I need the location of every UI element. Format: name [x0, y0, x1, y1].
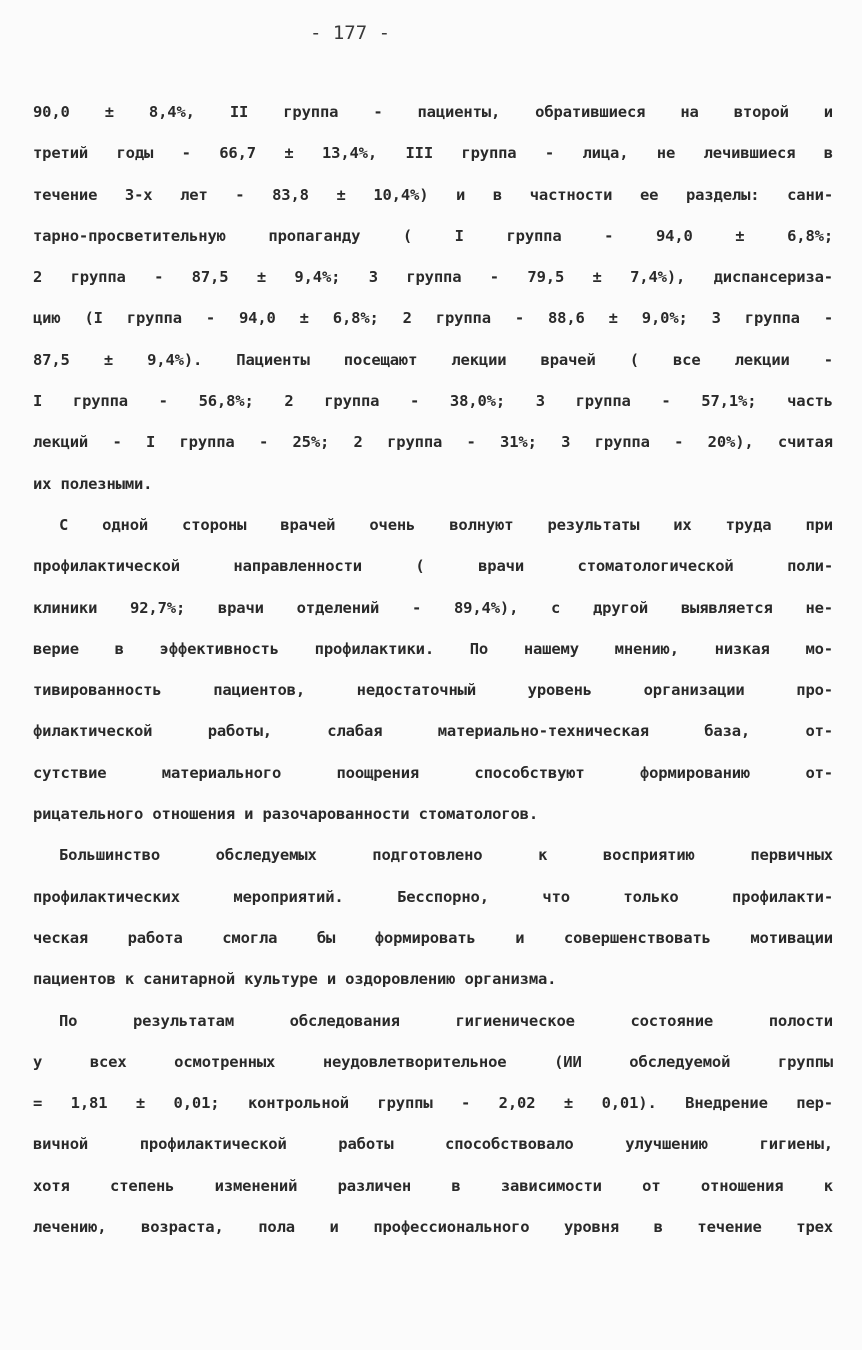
text-line-20: профилактических мероприятий. Бесспорно, что только профилакти- — [33, 887, 833, 906]
text-line-17: сутствие материального поощрения способствуют формированию от- — [33, 763, 833, 782]
text-line-26: вичной профилактической работы способствовало улучшению гигиены, — [33, 1135, 833, 1154]
text-line-6: цию (I группа - 94,0 ± 6,8%; 2 группа - 88,6 ± 9,0%; 3 группа - — [33, 309, 833, 328]
text-line-28: лечению, возраста, пола и профессионального уровня в течение трех — [33, 1218, 833, 1237]
text-line-15: тивированность пациентов, недостаточный уровень организации про- — [33, 681, 833, 700]
text-line-16: филактической работы, слабая материально-техническая база, от- — [33, 722, 833, 741]
text-line-24: у всех осмотренных неудовлетворительное (ИИ обследуемой группы — [33, 1052, 833, 1071]
text-line-18: рицательного отношения и разочарованности стоматологов. — [33, 805, 538, 824]
text-line-19: Большинство обследуемых подготовлено к восприятию первичных — [59, 846, 833, 865]
page-number: - 177 - — [309, 22, 391, 44]
text-line-1: 90,0 ± 8,4%, II группа - пациенты, обратившиеся на второй и — [33, 103, 833, 121]
text-line-23: По результатам обследования гигиеническое состояние полости — [59, 1011, 833, 1030]
text-line-3: течение 3-х лет - 83,8 ± 10,4%) и в частности ее разделы: сани- — [33, 185, 833, 204]
text-line-2: третий годы - 66,7 ± 13,4%, III группа - лица, не лечившиеся в — [33, 144, 833, 163]
text-line-27: хотя степень изменений различен в зависимости от отношения к — [33, 1176, 833, 1195]
text-line-22: пациентов к санитарной культуре и оздоровлению организма. — [33, 970, 557, 989]
text-line-14: верие в эффективность профилактики. По нашему мнению, низкая мо- — [33, 639, 833, 658]
text-line-7: 87,5 ± 9,4%). Пациенты посещают лекции врачей ( все лекции - — [33, 350, 833, 369]
text-line-9: лекций - I группа - 25%; 2 группа - 31%; 3 группа - 20%), считая — [33, 433, 833, 452]
text-line-12: профилактической направленности ( врачи стоматологической поли- — [33, 557, 833, 576]
text-line-10: их полезными. — [33, 474, 153, 493]
text-line-8: I группа - 56,8%; 2 группа - 38,0%; 3 группа - 57,1%; часть — [33, 392, 833, 411]
body-text — [33, 92, 833, 1248]
text-line-25: = 1,81 ± 0,01; контрольной группы - 2,02 ± 0,01). Внедрение пер- — [33, 1094, 833, 1113]
text-line-4: тарно-просветительную пропаганду ( I группа - 94,0 ± 6,8%; — [33, 226, 833, 245]
text-line-21: ческая работа смогла бы формировать и совершенствовать мотивации — [33, 928, 833, 947]
text-line-13: клиники 92,7%; врачи отделений - 89,4%), с другой выявляется не- — [33, 598, 833, 617]
text-line-11: С одной стороны врачей очень волнуют результаты их труда при — [59, 515, 833, 534]
text-line-5: 2 группа - 87,5 ± 9,4%; 3 группа - 79,5 ± 7,4%), диспансериза- — [33, 268, 833, 287]
